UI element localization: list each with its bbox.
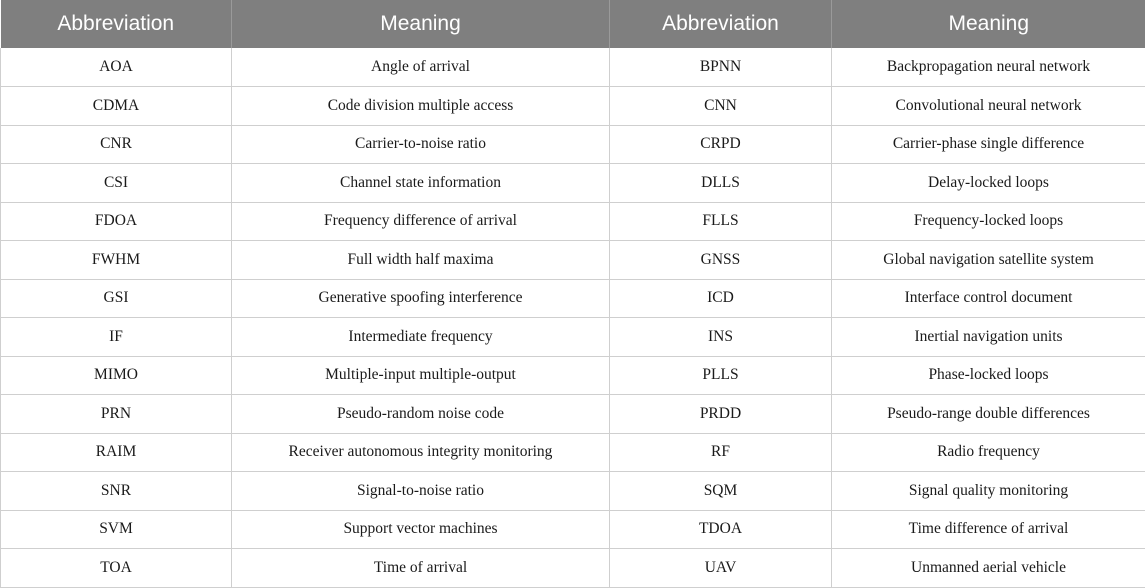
- abbreviation-cell: FDOA: [1, 202, 232, 241]
- meaning-cell: Receiver autonomous integrity monitoring: [232, 433, 610, 472]
- meaning-cell: Channel state information: [232, 164, 610, 203]
- meaning-cell: Radio frequency: [832, 433, 1145, 472]
- abbreviation-cell: PRN: [1, 395, 232, 434]
- abbreviation-cell: GNSS: [610, 241, 832, 280]
- abbreviation-cell: INS: [610, 318, 832, 357]
- meaning-cell: Interface control document: [832, 279, 1145, 318]
- abbreviation-cell: CNR: [1, 125, 232, 164]
- abbreviation-cell: TDOA: [610, 510, 832, 549]
- meaning-cell: Carrier-to-noise ratio: [232, 125, 610, 164]
- abbreviation-cell: AOA: [1, 48, 232, 87]
- meaning-cell: Backpropagation neural network: [832, 48, 1145, 87]
- meaning-cell: Multiple-input multiple-output: [232, 356, 610, 395]
- abbreviation-cell: MIMO: [1, 356, 232, 395]
- meaning-cell: Inertial navigation units: [832, 318, 1145, 357]
- table-row: [1, 48, 1145, 87]
- meaning-cell: Time difference of arrival: [832, 510, 1145, 549]
- meaning-cell: Frequency-locked loops: [832, 202, 1145, 241]
- meaning-cell: Phase-locked loops: [832, 356, 1145, 395]
- abbreviation-cell: RAIM: [1, 433, 232, 472]
- abbreviation-cell: UAV: [610, 549, 832, 588]
- table-row: [1, 472, 1145, 511]
- table-row: [1, 356, 1145, 395]
- header-meaning-1: Meaning: [232, 0, 610, 48]
- table-row: [1, 510, 1145, 549]
- abbreviation-cell: PLLS: [610, 356, 832, 395]
- abbreviation-cell: CDMA: [1, 87, 232, 126]
- meaning-cell: Signal quality monitoring: [832, 472, 1145, 511]
- meaning-cell: Code division multiple access: [232, 87, 610, 126]
- table-row: [1, 433, 1145, 472]
- header-abbreviation-1: Abbreviation: [1, 0, 232, 48]
- abbreviation-cell: CSI: [1, 164, 232, 203]
- abbreviation-cell: CNN: [610, 87, 832, 126]
- meaning-cell: Full width half maxima: [232, 241, 610, 280]
- meaning-cell: Time of arrival: [232, 549, 610, 588]
- table-row: [1, 395, 1145, 434]
- table-body: [1, 48, 1145, 587]
- abbreviation-cell: FWHM: [1, 241, 232, 280]
- header-row: [1, 0, 1145, 48]
- meaning-cell: Angle of arrival: [232, 48, 610, 87]
- meaning-cell: Intermediate frequency: [232, 318, 610, 357]
- abbreviation-cell: SNR: [1, 472, 232, 511]
- abbreviation-cell: PRDD: [610, 395, 832, 434]
- abbreviation-cell: GSI: [1, 279, 232, 318]
- table-row: [1, 241, 1145, 280]
- header-meaning-2: Meaning: [832, 0, 1145, 48]
- meaning-cell: Delay-locked loops: [832, 164, 1145, 203]
- table-header: [1, 0, 1145, 48]
- meaning-cell: Frequency difference of arrival: [232, 202, 610, 241]
- table-row: [1, 202, 1145, 241]
- table-row: [1, 318, 1145, 357]
- abbreviation-cell: SVM: [1, 510, 232, 549]
- abbreviation-cell: ICD: [610, 279, 832, 318]
- meaning-cell: Generative spoofing interference: [232, 279, 610, 318]
- meaning-cell: Support vector machines: [232, 510, 610, 549]
- abbreviation-cell: SQM: [610, 472, 832, 511]
- abbreviation-cell: CRPD: [610, 125, 832, 164]
- abbreviation-cell: DLLS: [610, 164, 832, 203]
- abbreviation-cell: RF: [610, 433, 832, 472]
- meaning-cell: Global navigation satellite system: [832, 241, 1145, 280]
- table-row: [1, 164, 1145, 203]
- meaning-cell: Pseudo-random noise code: [232, 395, 610, 434]
- meaning-cell: Carrier-phase single difference: [832, 125, 1145, 164]
- meaning-cell: Convolutional neural network: [832, 87, 1145, 126]
- meaning-cell: Signal-to-noise ratio: [232, 472, 610, 511]
- table-row: [1, 125, 1145, 164]
- meaning-cell: Pseudo-range double differences: [832, 395, 1145, 434]
- table-row: [1, 549, 1145, 588]
- table-row: [1, 279, 1145, 318]
- abbreviation-cell: FLLS: [610, 202, 832, 241]
- abbreviation-cell: BPNN: [610, 48, 832, 87]
- header-abbreviation-2: Abbreviation: [610, 0, 832, 48]
- abbreviation-cell: IF: [1, 318, 232, 357]
- meaning-cell: Unmanned aerial vehicle: [832, 549, 1145, 588]
- abbreviation-cell: TOA: [1, 549, 232, 588]
- table-row: [1, 87, 1145, 126]
